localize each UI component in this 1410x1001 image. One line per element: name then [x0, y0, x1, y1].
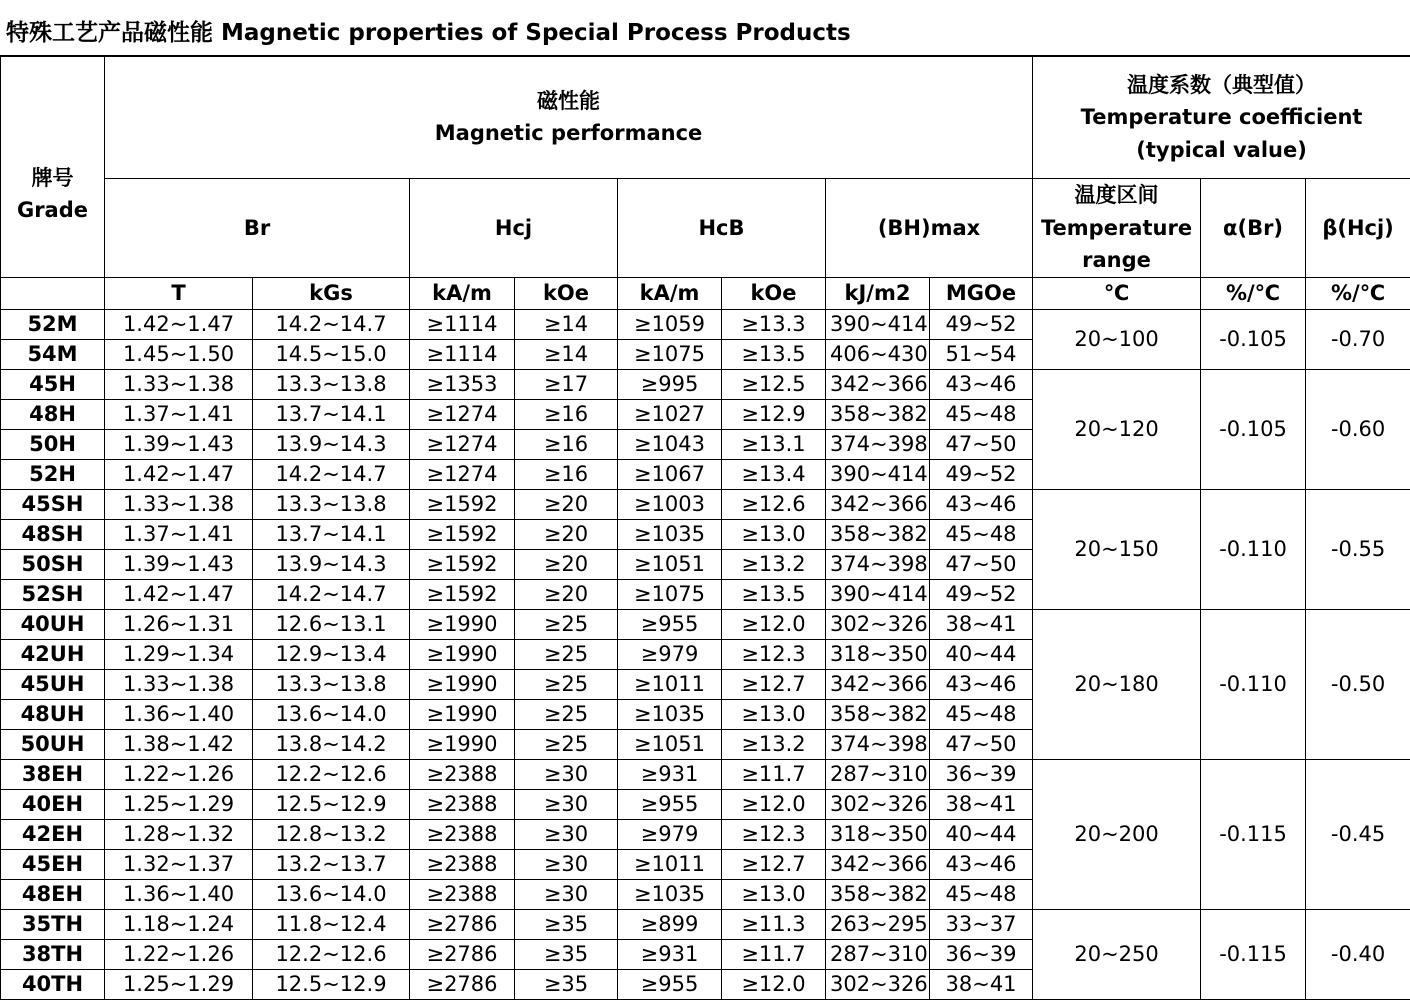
value-cell: ≥1990 [410, 640, 515, 670]
value-cell: ≥1035 [618, 880, 722, 910]
value-cell: ≥14 [515, 340, 618, 370]
value-cell: 13.9~14.3 [253, 430, 410, 460]
value-cell: ≥1043 [618, 430, 722, 460]
grade-cell: 40EH [1, 790, 105, 820]
value-cell: 43~46 [930, 370, 1033, 400]
value-cell: ≥13.5 [722, 580, 826, 610]
value-cell: 38~41 [930, 970, 1033, 1000]
value-cell: 40~44 [930, 640, 1033, 670]
value-cell: ≥1990 [410, 610, 515, 640]
value-cell: 13.3~13.8 [253, 670, 410, 700]
value-cell: ≥20 [515, 520, 618, 550]
temp-range-cell: 20~100 [1033, 310, 1201, 370]
temp-coefficient-header [1033, 57, 1410, 179]
grade-cell: 52M [1, 310, 105, 340]
unit-cell: kOe [722, 278, 826, 310]
value-cell: ≥1353 [410, 370, 515, 400]
value-cell: 13.9~14.3 [253, 550, 410, 580]
value-cell: 13.7~14.1 [253, 400, 410, 430]
value-cell: ≥2786 [410, 940, 515, 970]
value-cell: ≥12.7 [722, 850, 826, 880]
value-cell: 47~50 [930, 550, 1033, 580]
temp-range-header [1033, 179, 1201, 278]
value-cell: ≥2388 [410, 820, 515, 850]
value-cell: ≥11.3 [722, 910, 826, 940]
grade-cell: 52H [1, 460, 105, 490]
value-cell: ≥2388 [410, 850, 515, 880]
value-cell: ≥1592 [410, 490, 515, 520]
value-cell: ≥16 [515, 400, 618, 430]
temp-range-header-cn: 温度区间 [1074, 183, 1159, 208]
page-title: 特殊工艺产品磁性能 Magnetic properties of Special Process Products [0, 0, 1410, 56]
grade-cell: 45SH [1, 490, 105, 520]
value-cell: ≥12.5 [722, 370, 826, 400]
grade-cell: 48SH [1, 520, 105, 550]
value-cell: 13.3~13.8 [253, 370, 410, 400]
beta-hcj-cell: -0.40 [1306, 910, 1410, 1000]
br-header: Br [105, 179, 410, 278]
value-cell: 12.9~13.4 [253, 640, 410, 670]
grade-unit-cell [1, 278, 105, 310]
value-cell: 302~326 [826, 610, 930, 640]
value-cell: ≥12.0 [722, 790, 826, 820]
value-cell: ≥17 [515, 370, 618, 400]
value-cell: ≥1990 [410, 730, 515, 760]
hcj-header: Hcj [410, 179, 618, 278]
value-cell: 13.6~14.0 [253, 880, 410, 910]
value-cell: 302~326 [826, 970, 930, 1000]
value-cell: 1.36~1.40 [105, 700, 253, 730]
value-cell: 45~48 [930, 520, 1033, 550]
value-cell: ≥1990 [410, 670, 515, 700]
grade-cell: 42UH [1, 640, 105, 670]
value-cell: 374~398 [826, 730, 930, 760]
value-cell: 358~382 [826, 880, 930, 910]
value-cell: ≥13.5 [722, 340, 826, 370]
value-cell: 38~41 [930, 610, 1033, 640]
grade-cell: 45UH [1, 670, 105, 700]
value-cell: 1.33~1.38 [105, 370, 253, 400]
value-cell: ≥1011 [618, 850, 722, 880]
value-cell: ≥13.3 [722, 310, 826, 340]
value-cell: 1.42~1.47 [105, 310, 253, 340]
magnetic-properties-table [0, 56, 1410, 1000]
beta-hcj-cell: -0.45 [1306, 760, 1410, 910]
value-cell: 12.5~12.9 [253, 790, 410, 820]
table-row [1, 910, 1410, 940]
grade-cell: 45H [1, 370, 105, 400]
value-cell: ≥1051 [618, 730, 722, 760]
value-cell: ≥16 [515, 430, 618, 460]
value-cell: 12.2~12.6 [253, 760, 410, 790]
value-cell: 1.38~1.42 [105, 730, 253, 760]
unit-cell: kOe [515, 278, 618, 310]
value-cell: ≥30 [515, 760, 618, 790]
grade-cell: 52SH [1, 580, 105, 610]
value-cell: ≥1059 [618, 310, 722, 340]
unit-cell: ℃ [1033, 278, 1201, 310]
value-cell: ≥1011 [618, 670, 722, 700]
beta-hcj-header: β(Hcj) [1306, 179, 1410, 278]
value-cell: 390~414 [826, 580, 930, 610]
value-cell: 358~382 [826, 400, 930, 430]
value-cell: ≥12.0 [722, 610, 826, 640]
value-cell: ≥13.2 [722, 730, 826, 760]
table-row [1, 310, 1410, 340]
value-cell: ≥899 [618, 910, 722, 940]
value-cell: 1.42~1.47 [105, 460, 253, 490]
value-cell: 13.8~14.2 [253, 730, 410, 760]
value-cell: 1.45~1.50 [105, 340, 253, 370]
value-cell: 12.2~12.6 [253, 940, 410, 970]
grade-cell: 48UH [1, 700, 105, 730]
grade-header-cn: 牌号 [31, 166, 74, 190]
value-cell: ≥979 [618, 640, 722, 670]
value-cell: ≥955 [618, 970, 722, 1000]
value-cell: 1.36~1.40 [105, 880, 253, 910]
value-cell: 1.22~1.26 [105, 760, 253, 790]
value-cell: ≥13.0 [722, 700, 826, 730]
value-cell: 1.32~1.37 [105, 850, 253, 880]
value-cell: ≥1027 [618, 400, 722, 430]
value-cell: ≥13.0 [722, 880, 826, 910]
grade-cell: 48EH [1, 880, 105, 910]
value-cell: ≥35 [515, 910, 618, 940]
unit-cell: kA/m [410, 278, 515, 310]
value-cell: ≥20 [515, 550, 618, 580]
value-cell: 374~398 [826, 550, 930, 580]
value-cell: ≥2388 [410, 880, 515, 910]
value-cell: 14.5~15.0 [253, 340, 410, 370]
value-cell: 47~50 [930, 730, 1033, 760]
value-cell: ≥2786 [410, 910, 515, 940]
alpha-br-cell: -0.110 [1201, 610, 1306, 760]
value-cell: ≥2388 [410, 790, 515, 820]
value-cell: 1.25~1.29 [105, 970, 253, 1000]
value-cell: ≥12.0 [722, 970, 826, 1000]
value-cell: ≥13.0 [722, 520, 826, 550]
value-cell: 406~430 [826, 340, 930, 370]
grade-cell: 50UH [1, 730, 105, 760]
value-cell: ≥13.2 [722, 550, 826, 580]
value-cell: ≥11.7 [722, 760, 826, 790]
value-cell: 45~48 [930, 880, 1033, 910]
value-cell: ≥25 [515, 670, 618, 700]
temp-range-cell: 20~200 [1033, 760, 1201, 910]
value-cell: 12.5~12.9 [253, 970, 410, 1000]
grade-cell: 54M [1, 340, 105, 370]
value-cell: 47~50 [930, 430, 1033, 460]
beta-hcj-cell: -0.70 [1306, 310, 1410, 370]
value-cell: 36~39 [930, 940, 1033, 970]
temp-coef-header-en: Temperature coefficient [1080, 105, 1363, 130]
value-cell: ≥1592 [410, 580, 515, 610]
temp-range-cell: 20~180 [1033, 610, 1201, 760]
value-cell: 318~350 [826, 640, 930, 670]
temp-range-header-en: Temperature [1041, 215, 1193, 240]
value-cell: ≥1592 [410, 520, 515, 550]
value-cell: 51~54 [930, 340, 1033, 370]
value-cell: 1.26~1.31 [105, 610, 253, 640]
value-cell: 1.18~1.24 [105, 910, 253, 940]
temp-coef-header-cn: 温度系数（典型值） [1127, 72, 1317, 97]
value-cell: ≥1990 [410, 700, 515, 730]
value-cell: ≥1067 [618, 460, 722, 490]
value-cell: 302~326 [826, 790, 930, 820]
value-cell: 40~44 [930, 820, 1033, 850]
value-cell: 318~350 [826, 820, 930, 850]
value-cell: 1.37~1.41 [105, 400, 253, 430]
value-cell: ≥1075 [618, 580, 722, 610]
grade-header [1, 57, 105, 278]
value-cell: ≥1035 [618, 520, 722, 550]
value-cell: 1.29~1.34 [105, 640, 253, 670]
value-cell: ≥1051 [618, 550, 722, 580]
value-cell: ≥1274 [410, 460, 515, 490]
temp-range-cell: 20~120 [1033, 370, 1201, 490]
alpha-br-cell: -0.115 [1201, 910, 1306, 1000]
value-cell: 1.39~1.43 [105, 550, 253, 580]
temp-range-header-en2: range [1082, 248, 1151, 273]
value-cell: ≥20 [515, 580, 618, 610]
value-cell: 14.2~14.7 [253, 580, 410, 610]
value-cell: ≥30 [515, 880, 618, 910]
temp-range-cell: 20~250 [1033, 910, 1201, 1000]
value-cell: ≥25 [515, 610, 618, 640]
value-cell: ≥11.7 [722, 940, 826, 970]
table-row [1, 610, 1410, 640]
value-cell: 1.33~1.38 [105, 490, 253, 520]
value-cell: ≥1035 [618, 700, 722, 730]
table-body [1, 310, 1410, 1000]
value-cell: ≥30 [515, 850, 618, 880]
unit-cell: kA/m [618, 278, 722, 310]
value-cell: 38~41 [930, 790, 1033, 820]
value-cell: 12.6~13.1 [253, 610, 410, 640]
value-cell: ≥12.3 [722, 820, 826, 850]
value-cell: 43~46 [930, 850, 1033, 880]
value-cell: 45~48 [930, 400, 1033, 430]
unit-cell: kGs [253, 278, 410, 310]
grade-cell: 38EH [1, 760, 105, 790]
value-cell: ≥30 [515, 820, 618, 850]
table-row [1, 490, 1410, 520]
value-cell: ≥30 [515, 790, 618, 820]
magnetic-performance-header [105, 57, 1033, 179]
value-cell: 390~414 [826, 460, 930, 490]
unit-cell: kJ/m2 [826, 278, 930, 310]
value-cell: 49~52 [930, 310, 1033, 340]
beta-hcj-cell: -0.50 [1306, 610, 1410, 760]
alpha-br-cell: -0.105 [1201, 310, 1306, 370]
grade-cell: 42EH [1, 820, 105, 850]
value-cell: 342~366 [826, 490, 930, 520]
alpha-br-header: α(Br) [1201, 179, 1306, 278]
magnetic-header-en: Magnetic performance [434, 120, 703, 145]
value-cell: ≥35 [515, 970, 618, 1000]
value-cell: 12.8~13.2 [253, 820, 410, 850]
value-cell: 1.25~1.29 [105, 790, 253, 820]
value-cell: ≥995 [618, 370, 722, 400]
value-cell: 342~366 [826, 370, 930, 400]
value-cell: ≥16 [515, 460, 618, 490]
value-cell: 358~382 [826, 520, 930, 550]
value-cell: 1.37~1.41 [105, 520, 253, 550]
temp-coef-header-en2: (typical value) [1136, 137, 1307, 162]
value-cell: 11.8~12.4 [253, 910, 410, 940]
value-cell: ≥2786 [410, 970, 515, 1000]
value-cell: 287~310 [826, 940, 930, 970]
value-cell: 14.2~14.7 [253, 460, 410, 490]
value-cell: 33~37 [930, 910, 1033, 940]
value-cell: ≥35 [515, 940, 618, 970]
unit-cell: %/℃ [1201, 278, 1306, 310]
value-cell: ≥979 [618, 820, 722, 850]
value-cell: 14.2~14.7 [253, 310, 410, 340]
value-cell: 358~382 [826, 700, 930, 730]
value-cell: 13.7~14.1 [253, 520, 410, 550]
grade-cell: 40TH [1, 970, 105, 1000]
value-cell: ≥955 [618, 610, 722, 640]
value-cell: 1.28~1.32 [105, 820, 253, 850]
value-cell: 45~48 [930, 700, 1033, 730]
grade-cell: 35TH [1, 910, 105, 940]
value-cell: ≥1114 [410, 310, 515, 340]
value-cell: ≥1274 [410, 400, 515, 430]
units-row [1, 278, 1410, 310]
value-cell: 13.2~13.7 [253, 850, 410, 880]
value-cell: 43~46 [930, 670, 1033, 700]
bhmax-header: (BH)max [826, 179, 1033, 278]
value-cell: ≥12.3 [722, 640, 826, 670]
table-row [1, 370, 1410, 400]
alpha-br-cell: -0.105 [1201, 370, 1306, 490]
grade-cell: 50SH [1, 550, 105, 580]
value-cell: 1.22~1.26 [105, 940, 253, 970]
value-cell: ≥1114 [410, 340, 515, 370]
table-header [1, 57, 1410, 310]
value-cell: 1.42~1.47 [105, 580, 253, 610]
unit-cell: %/℃ [1306, 278, 1410, 310]
unit-cell: MGOe [930, 278, 1033, 310]
value-cell: 342~366 [826, 670, 930, 700]
value-cell: 1.39~1.43 [105, 430, 253, 460]
value-cell: ≥1592 [410, 550, 515, 580]
value-cell: 36~39 [930, 760, 1033, 790]
grade-cell: 50H [1, 430, 105, 460]
value-cell: 1.33~1.38 [105, 670, 253, 700]
grade-cell: 48H [1, 400, 105, 430]
value-cell: 374~398 [826, 430, 930, 460]
value-cell: ≥25 [515, 640, 618, 670]
value-cell: ≥955 [618, 790, 722, 820]
value-cell: ≥931 [618, 760, 722, 790]
grade-cell: 38TH [1, 940, 105, 970]
temp-range-cell: 20~150 [1033, 490, 1201, 610]
value-cell: 43~46 [930, 490, 1033, 520]
value-cell: 49~52 [930, 580, 1033, 610]
value-cell: ≥13.1 [722, 430, 826, 460]
value-cell: ≥20 [515, 490, 618, 520]
grade-cell: 40UH [1, 610, 105, 640]
beta-hcj-cell: -0.55 [1306, 490, 1410, 610]
value-cell: 287~310 [826, 760, 930, 790]
value-cell: ≥25 [515, 700, 618, 730]
beta-hcj-cell: -0.60 [1306, 370, 1410, 490]
table-row [1, 760, 1410, 790]
value-cell: ≥931 [618, 940, 722, 970]
value-cell: 263~295 [826, 910, 930, 940]
value-cell: ≥14 [515, 310, 618, 340]
value-cell: 13.6~14.0 [253, 700, 410, 730]
value-cell: ≥1075 [618, 340, 722, 370]
value-cell: ≥12.6 [722, 490, 826, 520]
value-cell: ≥1003 [618, 490, 722, 520]
value-cell: ≥25 [515, 730, 618, 760]
value-cell: 13.3~13.8 [253, 490, 410, 520]
value-cell: 342~366 [826, 850, 930, 880]
value-cell: ≥1274 [410, 430, 515, 460]
value-cell: ≥12.9 [722, 400, 826, 430]
magnetic-header-cn: 磁性能 [537, 89, 601, 113]
grade-cell: 45EH [1, 850, 105, 880]
value-cell: 49~52 [930, 460, 1033, 490]
hcb-header: HcB [618, 179, 826, 278]
value-cell: ≥12.7 [722, 670, 826, 700]
value-cell: 390~414 [826, 310, 930, 340]
grade-header-en: Grade [16, 197, 89, 222]
unit-cell: T [105, 278, 253, 310]
alpha-br-cell: -0.115 [1201, 760, 1306, 910]
alpha-br-cell: -0.110 [1201, 490, 1306, 610]
value-cell: ≥2388 [410, 760, 515, 790]
value-cell: ≥13.4 [722, 460, 826, 490]
